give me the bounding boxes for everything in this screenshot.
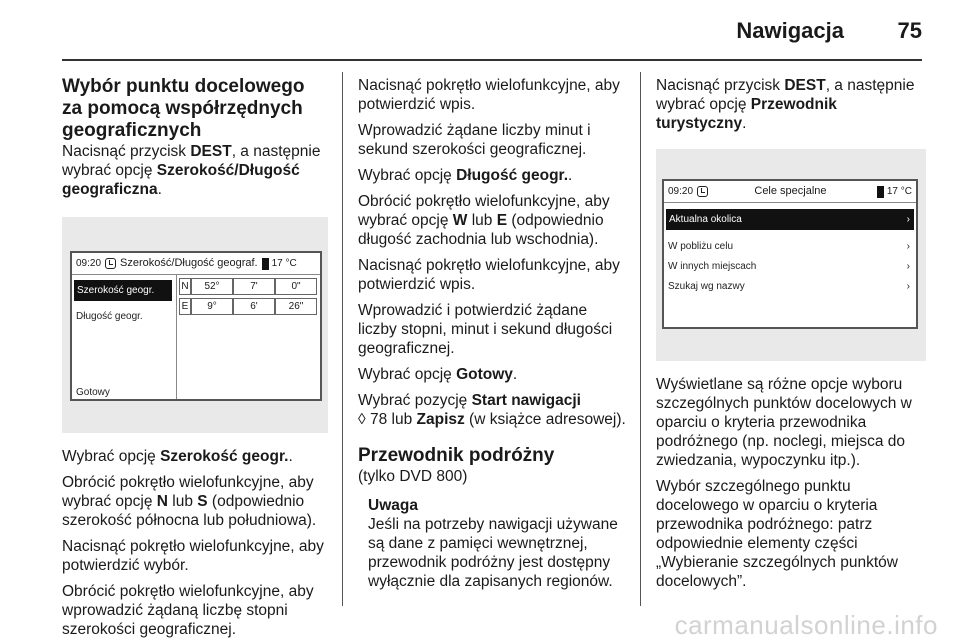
temperature-icon — [262, 258, 269, 270]
paragraph: Wybrać opcję Szerokość geogr.. — [62, 448, 293, 465]
paragraph: Wybrać opcję Gotowy. — [358, 366, 518, 383]
paragraph: Obrócić pokrętło wielofunkcyjne, aby wprowadzić żądaną liczbę stopni szerokości geograficznej. — [62, 583, 314, 638]
page-number: 75 — [897, 18, 922, 43]
menu-item-latitude: Szerokość geogr. — [74, 280, 172, 301]
paragraph: Nacisnąć przycisk DEST, a następnie wybrać opcję Przewodnik turystyczny. — [656, 77, 915, 132]
paragraph: Nacisnąć przycisk DEST, a następnie wybrać opcję Szerokość/Długość geograficzna. — [62, 143, 321, 198]
menu-item-current-area: Aktualna okolica › — [666, 209, 914, 230]
paragraph: Obrócić pokrętło wielofunkcyjne, aby wybrać opcję W lub E (odpowiednio długość zachodnia lub wschodnia). — [358, 193, 610, 248]
chevron-right-icon: › — [906, 241, 910, 252]
column-3 — [656, 76, 926, 598]
watermark: carmanualsonline.info — [674, 610, 938, 640]
page-section-title: Nawigacja — [736, 18, 844, 43]
paragraph: Wybrać pozycję Start nawigacji ◊ 78 lub Zapisz (w książce adresowej). — [358, 392, 626, 428]
paragraph: Wybór szczególnego punktu docelowego w oparciu o kryteria przewodnika podróżnego: patrz odpowiednie elementy części „Wybieranie szczególnych punktów docelowych”. — [656, 478, 898, 590]
column-2 — [358, 76, 626, 591]
screen-temperature: 17 °C — [271, 258, 297, 269]
section-heading-travel-guide: Przewodnik podróżny — [358, 445, 555, 466]
subline: (tylko DVD 800) — [358, 468, 468, 485]
coordinate-row-e: E 9° 6' 26" — [179, 298, 322, 315]
note-text: Jeśli na potrzeby nawigacji używane są dane z pamięci wewnętrznej, przewodnik podróżny jest dostępny wyłącznie dla zapisanych regionów. — [368, 516, 618, 590]
header-divider — [62, 59, 922, 61]
screen-clock: 09:20 — [76, 258, 102, 269]
column-divider-1 — [342, 72, 343, 606]
screen-figure-travel-guide — [656, 149, 926, 361]
coordinate-row-n: N 52° 7' 0" — [179, 278, 322, 295]
screen-status-bar — [664, 181, 916, 203]
note-title: Uwaga — [368, 497, 418, 514]
screen-figure-coordinates — [62, 217, 328, 433]
column-1 — [62, 76, 328, 642]
link-start-navigation[interactable]: Start nawigacji — [471, 392, 581, 409]
paragraph: Wybrać opcję Długość geogr.. — [358, 167, 573, 184]
chevron-right-icon: › — [906, 214, 910, 225]
screen-status-bar — [72, 253, 320, 275]
screen-clock: 09:20 — [668, 186, 694, 197]
column-divider-2 — [640, 72, 641, 606]
display-screen — [662, 179, 918, 329]
paragraph: Wyświetlane są różne opcje wyboru szczególnych punktów docelowych w oparciu o kryteria przewodnika podróżnego (np. noclegi, miejsca do zwiedzania, wypoczynku itp.). — [656, 376, 912, 469]
chevron-right-icon: › — [906, 281, 910, 292]
nav-mode-icon — [697, 186, 708, 197]
paragraph: Nacisnąć pokrętło wielofunkcyjne, aby potwierdzić wybór. — [62, 538, 324, 574]
paragraph: Nacisnąć pokrętło wielofunkcyjne, aby potwierdzić wpis. — [358, 77, 620, 113]
temperature-icon — [877, 186, 884, 198]
chevron-right-icon: › — [906, 261, 910, 272]
screen-title: Cele specjalne — [754, 185, 827, 197]
screen-title: Szerokość/Długość geograf. — [120, 257, 258, 269]
section-heading-coordinates: Wybór punktu docelowego za pomocą współrzędnych geograficznych — [62, 76, 305, 141]
note-box — [368, 496, 626, 591]
paragraph: Wprowadzić żądane liczby minut i sekund szerokości geograficznej. — [358, 122, 591, 158]
screen-temperature: 17 °C — [886, 186, 912, 197]
nav-mode-icon — [105, 258, 116, 269]
display-screen — [70, 251, 322, 401]
menu-item-search-by-name: Szukaj wg nazwy › — [668, 277, 914, 296]
paragraph: Nacisnąć pokrętło wielofunkcyjne, aby potwierdzić wpis. — [358, 257, 620, 293]
coordinate-grid — [176, 275, 322, 399]
menu-item-near-destination: W pobliżu celu › — [668, 237, 914, 256]
paragraph: Obrócić pokrętło wielofunkcyjne, aby wybrać opcję N lub S (odpowiednio szerokość północna lub południowa). — [62, 474, 317, 529]
menu-item-other-places: W innych miejscach › — [668, 257, 914, 276]
page-reference[interactable]: ◊ 78 lub — [358, 411, 417, 428]
menu-item-done: Gotowy — [76, 387, 110, 398]
menu-item-longitude: Długość geogr. — [76, 311, 143, 322]
paragraph: Wprowadzić i potwierdzić żądane liczby stopni, minut i sekund długości geograficznej. — [358, 302, 613, 357]
